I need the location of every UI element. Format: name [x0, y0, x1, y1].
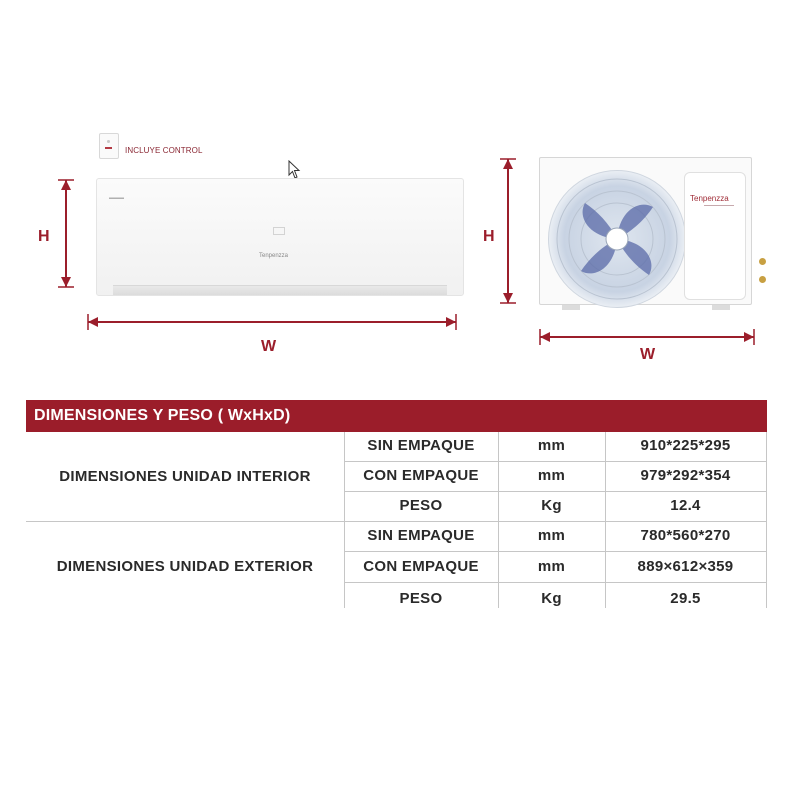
row-name: SIN EMPAQUE: [367, 527, 475, 544]
row-name: CON EMPAQUE: [363, 558, 479, 575]
outdoor-width-label: W: [640, 346, 656, 363]
row-value: 910*225*295: [640, 437, 731, 454]
row-name: PESO: [399, 497, 443, 514]
outdoor-height-label: H: [483, 228, 495, 245]
indoor-unit-brand: Tenpenzza: [259, 253, 289, 259]
row-value: 979*292*354: [640, 467, 731, 484]
indoor-height-label: H: [38, 228, 50, 245]
valve-icon: [759, 258, 766, 265]
valve-icon: [759, 276, 766, 283]
row-value: 12.4: [670, 497, 701, 514]
row-name: SIN EMPAQUE: [367, 437, 475, 454]
row-unit: mm: [537, 527, 566, 544]
fan-grille-icon: [548, 170, 686, 308]
row-value: 780*560*270: [640, 527, 731, 544]
indoor-unit-tiny-mark: ▬▬▬: [109, 195, 124, 201]
row-name: PESO: [399, 590, 443, 607]
outdoor-unit-brand: Tenpenzza: [690, 194, 729, 203]
row-unit: Kg: [541, 590, 562, 607]
group-label-indoor: DIMENSIONES UNIDAD INTERIOR: [59, 468, 311, 485]
row-unit: mm: [537, 437, 566, 454]
outdoor-unit-image: [539, 157, 752, 305]
group-label-outdoor: DIMENSIONES UNIDAD EXTERIOR: [56, 558, 314, 575]
row-value: 29.5: [670, 590, 701, 607]
table-title: DIMENSIONES Y PESO ( WxHxD): [26, 400, 767, 432]
indoor-width-label: W: [261, 338, 277, 355]
row-unit: Kg: [541, 497, 562, 514]
includes-control-label: INCLUYE CONTROL: [125, 146, 203, 155]
row-name: CON EMPAQUE: [363, 467, 479, 484]
outdoor-side-panel: [684, 172, 746, 300]
row-unit: mm: [537, 467, 566, 484]
row-value: 889×612×359: [637, 558, 734, 575]
row-unit: mm: [537, 558, 566, 575]
